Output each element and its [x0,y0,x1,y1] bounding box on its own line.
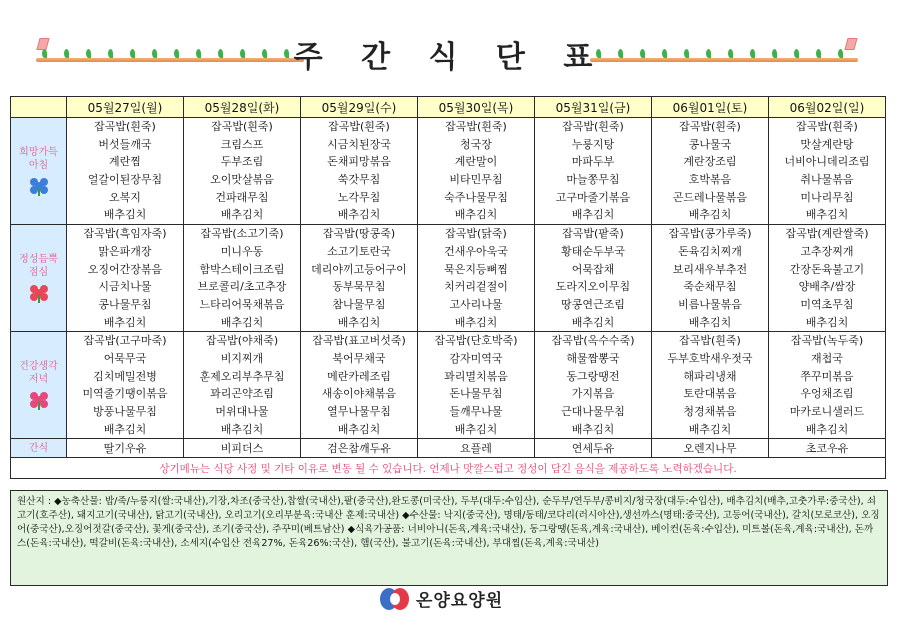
menu-item: 마늘쫑무침 [566,173,620,187]
menu-item: 머위대나물 [215,405,269,418]
menu-cell [67,332,184,439]
menu-item: 열무나물무침 [327,405,391,418]
menu-item: 재첩국 [811,351,843,365]
day-header-row [11,97,886,118]
menu-item: 잡곡밥(흑임자죽) [83,227,167,241]
menu-item: 간장돈육불고기 [789,262,865,276]
menu-item: 우엉채조림 [800,387,854,401]
menu-item: 비름나물볶음 [678,297,742,311]
menu-cell [652,332,769,439]
menu-item: 오이맛살볶음 [210,173,274,187]
menu-item: 쭈꾸미볶음 [800,369,854,383]
meal-row [11,225,886,332]
menu-item: 소고기토란국 [327,244,391,258]
menu-item: 비타민무침 [449,173,503,187]
menu-item: 배추김치 [454,315,498,329]
menu-item: 잡곡밥(단호박죽) [434,334,518,348]
menu-item: 크림스프 [220,137,264,151]
day-header: 05월29일(수) [301,97,418,118]
menu-item: 돈채피망볶음 [327,155,391,169]
menu-item: 콩나물무침 [98,297,152,311]
menu-item: 배추김치 [454,208,498,222]
meal-label-cell [11,225,67,332]
menu-item: 동그랑땡전 [566,369,620,383]
origin-info: 원산지 : ◆농축산물: 밥/죽/누룽지(쌀:국내산),기장,차조(중국산),찹쌀(국내산),팥(중국산),완도콩(미국산), 두부(대두:수입산), 순두부/연두부/콩비지/청국장(대두:수입산), 배추김치(배추,고춧가루:중국산), 쇠고기(호주산), 돼지고기(국내산), 닭고기(국내산), 오리고기(오리부분육:국내산 훈제:국내산) ◆수산물: 낙지(중국산), 명태/동태/코다리(러시아산),생선까스(명태:중국산), 고등어(국내산), 갈치(모로코산), 오징어(중국산),오징어젓갈(중국산), 꽃게(중국산), 조기(중국산), 주꾸미(베트남산) ◆식육가공품: 너비아니(돈육,계육:국내산), 동그랑땡(돈육,계육:국내산), 베이컨(돈육:수입산), 미트볼(돈육,계육:국내산), 돈까스(돈육:국내산), 떡갈비(돈육:국내산), 소세지(수입산 전육27%, 돈육26%:국산), 햄(국산), 불고기(돈육:국내산), 부대찜(돈육,계육:국내산) [10,490,888,586]
menu-item: 건파래무침 [215,190,269,204]
snack-item: 연세두유 [535,439,652,458]
menu-item: 배추김치 [103,208,147,222]
menu-item: 곤드레나물볶음 [672,190,748,204]
menu-item: 잡곡밥(옥수수죽) [551,334,635,348]
menu-item: 시금치된장국 [327,137,391,151]
menu-item: 계란장조림 [683,155,737,169]
menu-item: 동부묵무침 [332,280,386,294]
menu-item: 미나리무침 [800,190,854,204]
blue-flower-icon [28,176,50,196]
menu-item: 잡곡밥(닭죽) [445,227,507,241]
menu-item: 콩나물국 [688,137,732,151]
menu-cell [535,332,652,439]
menu-item: 배추김치 [337,422,381,436]
meal-label: 건강생각 저녁 [19,361,58,386]
meal-row [11,118,886,225]
menu-item: 너비아니데리조림 [784,155,870,169]
menu-item: 돈나물무침 [449,387,503,401]
snack-item: 검은참깨두유 [301,439,418,458]
menu-item: 얼갈이된장무침 [87,173,163,187]
menu-item: 계란찜 [109,155,141,169]
menu-item: 들깨무나물 [449,405,503,418]
menu-item: 북어무채국 [332,351,386,365]
menu-cell [184,225,301,332]
day-header: 06월02일(일) [769,97,886,118]
menu-item: 참나물무침 [332,297,386,311]
menu-item: 잡곡밥(표고버섯죽) [312,334,406,348]
menu-item: 배추김치 [103,315,147,329]
day-header: 05월30일(목) [418,97,535,118]
meal-label: 희망가득 아침 [19,147,58,172]
menu-item: 맑은파개장 [98,244,152,258]
menu-item: 시금치나물 [98,280,152,294]
snack-item: 요플레 [418,439,535,458]
menu-item: 배추김치 [454,422,498,436]
notice-row [11,458,886,479]
menu-item: 잡곡밥(소고기죽) [200,227,284,241]
menu-item: 배추김치 [220,422,264,436]
menu-item: 계란말이 [454,155,498,169]
menu-item: 감자미역국 [449,351,503,365]
menu-item: 고구마줄기볶음 [555,190,631,204]
menu-item: 잡곡밥(흰죽) [562,120,624,133]
menu-item: 가지볶음 [571,387,615,401]
heart-logo-icon [380,588,410,610]
menu-item: 호박볶음 [688,173,732,187]
menu-item: 배추김치 [337,208,381,222]
day-header: 05월28일(화) [184,97,301,118]
footer-logo [380,586,503,611]
menu-item: 잡곡밥(흰죽) [328,120,390,133]
menu-item: 비지찌개 [220,351,264,365]
org-name: 온양요양원 [416,591,504,611]
menu-cell [301,332,418,439]
menu-item: 근대나물무침 [561,405,625,418]
menu-item: 느타리어묵채볶음 [199,297,285,311]
menu-cell [184,332,301,439]
menu-item: 고추장찌개 [800,244,854,258]
meal-label-cell [11,332,67,439]
snack-item: 오렌지나무 [652,439,769,458]
menu-item: 미역초무침 [800,297,854,311]
snack-label: 간식 [11,439,67,458]
menu-item: 도라지오이무침 [555,280,631,294]
menu-item: 잡곡밥(흰죽) [445,120,507,133]
header-corner [11,97,67,118]
menu-cell [184,118,301,225]
menu-item: 보리새우부추전 [672,262,748,276]
meal-label: 정성듬뿍 점심 [19,254,58,279]
menu-item: 꽈리곤약조림 [210,387,274,401]
menu-item: 배추김치 [805,315,849,329]
snack-item: 딸기우유 [67,439,184,458]
menu-item: 메란카레조림 [327,369,391,383]
menu-cell [652,225,769,332]
pink-flower-icon [28,390,50,410]
menu-item: 잡곡밥(야채죽) [205,334,279,348]
menu-cell [652,118,769,225]
menu-item: 건새우아욱국 [444,244,508,258]
menu-item: 배추김치 [103,422,147,436]
menu-item: 두부호박새우젓국 [667,351,753,365]
menu-item: 숙주나물무침 [444,190,508,204]
menu-item: 배추김치 [805,208,849,222]
menu-item: 치커리겉절이 [444,280,508,294]
menu-item: 훈제오리부추무침 [199,369,285,383]
menu-item: 배추김치 [220,315,264,329]
menu-item: 토란대볶음 [683,387,737,401]
menu-item: 잡곡밥(고구마죽) [83,334,167,348]
menu-cell [769,118,886,225]
menu-item: 청경채볶음 [683,405,737,418]
menu-cell [418,225,535,332]
menu-item: 돈육김치찌개 [678,244,742,258]
menu-item: 배추김치 [688,315,732,329]
day-header: 06월01일(토) [652,97,769,118]
menu-item: 해파리냉채 [683,369,737,383]
day-header: 05월27일(월) [67,97,184,118]
weekly-menu-table [10,96,886,479]
menu-item: 배추김치 [337,315,381,329]
menu-item: 배추김치 [571,208,615,222]
menu-item: 잡곡밥(흰죽) [796,120,858,133]
menu-item: 잡곡밥(흰죽) [94,120,156,133]
notice-text: 상기메뉴는 식당 사정 및 기타 이유로 변동 될 수 있습니다. 언제나 맛깔스럽고 정성이 담긴 음식을 제공하도록 노력하겠습니다. [11,458,886,479]
menu-item: 배추김치 [571,422,615,436]
menu-cell [769,225,886,332]
menu-item: 땅콩연근조림 [561,297,625,311]
menu-item: 미역줄기땡이볶음 [82,387,168,401]
menu-item: 죽순채무침 [683,280,737,294]
menu-item: 묵은지등뼈찜 [444,262,508,276]
menu-item: 배추김치 [688,422,732,436]
menu-cell [301,118,418,225]
header [0,0,900,95]
menu-item: 배추김치 [805,422,849,436]
menu-item: 방풍나물무침 [93,405,157,418]
menu-item: 취나물볶음 [800,173,854,187]
menu-item: 마파두부 [571,155,615,169]
menu-item: 쑥갓무침 [337,173,381,187]
menu-item: 청국장 [460,137,492,151]
menu-item: 두부조림 [220,155,264,169]
menu-item: 배추김치 [220,208,264,222]
menu-item: 미니우동 [220,244,264,258]
menu-item: 데리야끼고등어구이 [311,262,407,276]
menu-item: 배추김치 [571,315,615,329]
snack-item: 초코우유 [769,439,886,458]
red-flower-icon [28,283,50,303]
menu-item: 잡곡밥(흰죽) [679,334,741,348]
menu-item: 마카로니샐러드 [789,405,865,418]
menu-item: 오복지 [109,190,141,204]
menu-item: 잡곡밥(녹두죽) [790,334,864,348]
menu-item: 잡곡밥(콩가루죽) [668,227,752,241]
menu-item: 함박스테이크조림 [199,262,285,276]
menu-cell [769,332,886,439]
menu-item: 새송이야채볶음 [321,387,397,401]
menu-item: 브로콜리/초고추장 [197,280,287,294]
menu-item: 잡곡밥(흰죽) [211,120,273,133]
menu-cell [535,118,652,225]
menu-item: 어묵잡채 [571,262,615,276]
menu-item: 맛살계란탕 [800,137,854,151]
menu-item: 잡곡밥(계란쌀죽) [785,227,869,241]
menu-item: 어묵무국 [103,351,147,365]
menu-item: 잡곡밥(팥죽) [562,227,624,241]
menu-cell [418,118,535,225]
menu-item: 꽈리멸치볶음 [444,369,508,383]
menu-cell [301,225,418,332]
menu-cell [67,118,184,225]
menu-item: 해물짬뽕국 [566,351,620,365]
menu-item: 배추김치 [688,208,732,222]
snack-row [11,439,886,458]
page-title: 주 간 식 단 표 [293,40,607,75]
menu-item: 황태순두부국 [561,244,625,258]
menu-item: 양배추/쌈장 [798,280,856,294]
snack-item: 비피더스 [184,439,301,458]
meal-label-cell [11,118,67,225]
menu-item: 버섯들깨국 [98,137,152,151]
meal-row [11,332,886,439]
menu-item: 고사리나물 [449,297,503,311]
menu-item: 오징어간장볶음 [87,262,163,276]
menu-item: 잡곡밥(땅콩죽) [322,227,396,241]
menu-cell [418,332,535,439]
menu-item: 김치메밀전병 [93,369,157,383]
day-header: 05월31일(금) [535,97,652,118]
menu-item: 노각무침 [337,190,381,204]
menu-item: 잡곡밥(흰죽) [679,120,741,133]
menu-cell [67,225,184,332]
menu-cell [535,225,652,332]
menu-item: 누룽지탕 [571,137,615,151]
